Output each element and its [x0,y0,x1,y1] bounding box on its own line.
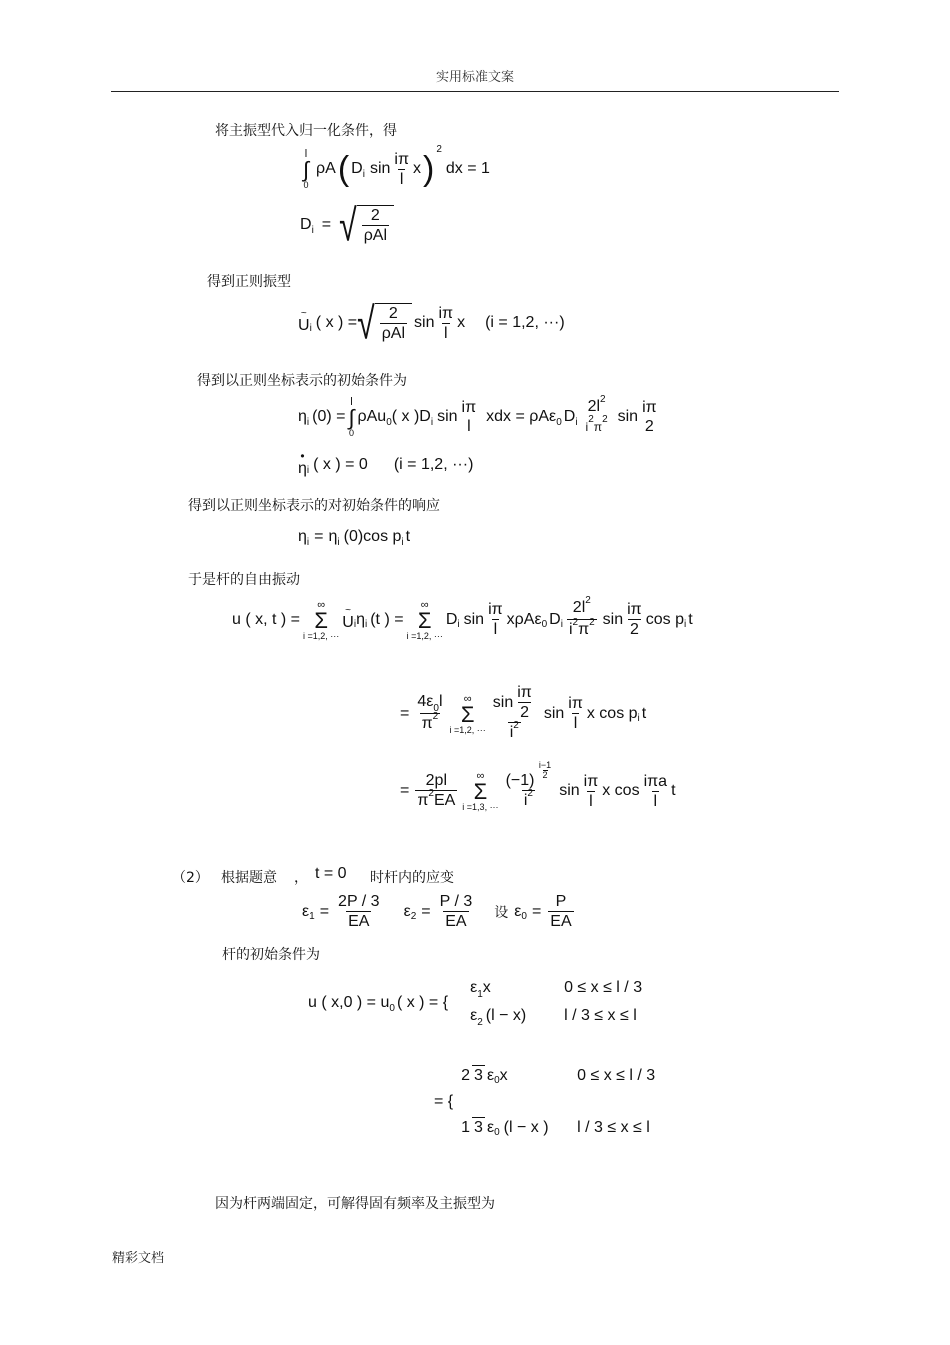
equation-eta0: η i (0) = l ∫ 0 ρAu 0 ( x )D i sin iπ l xdx = ρAε 0 D i $2l^2$ $i^2\pi^2$ sin iπ 2 [298,393,657,438]
text-part2-strain: 时杆内的应变 [370,870,454,886]
equation-initial-displacement: u ( x,0 ) = u 0 ( x ) = { ε1x 0 ≤ x ≤ l / 3 ε2 (l − x) l / 3 ≤ x ≤ l [308,979,643,1028]
text-part2-t0: t = 0 [315,865,347,882]
equation-eta-dot: • η i ( x ) = 0 (i = 1,2, ···) [298,449,474,477]
equation-response: η i = η i (0)cos p i t [298,528,411,548]
equation-free-vibration-final: = $\frac{2pl}{\pi^2EA}$ ∞ Σ i =1,3, ··· (−1) $\frac{i-1}{2}$ $i^2$ sin $\frac{i\pi}{l}$ x cos $\frac{\text{iπa}}{l}$ t [400,759,676,812]
header-rule [111,91,839,92]
text-initial-conditions-normal: 得到以正则坐标表示的初始条件为 [197,373,407,389]
text-free-vibration: 于是杆的自由振动 [188,572,300,588]
integral-sign: l ∫ 0 [303,148,310,190]
text-initial-conditions: 杆的初始条件为 [222,947,320,963]
equation-normal-mode: ~ U i ( x ) = √ $\frac{2}{\text{ρAl}}$ sin $\frac{i\pi}{l}$ x (i = 1,2, ···) [298,297,565,349]
equation-Di: D i = √ $\frac{2}{\text{ρAl}}$ [300,205,394,245]
text-normalization-intro: 将主振型代入归一化条件，得 [215,123,397,139]
text-part2-number: （2） [172,870,209,886]
text-response: 得到以正则坐标表示的对初始条件的响应 [188,498,440,514]
equation-initial-displacement-eps0: = { 2 3 ε 0 x 0 ≤ x ≤ l / 3 1 3 ε 0 (l − x ) l / 3 ≤ x ≤ l [434,1067,656,1138]
page-header: 实用标准文案 [435,70,514,85]
equation-free-vibration: u ( x, t ) = ∞ Σ i =1,2, ··· ~ U i η i (t ) = ∞ Σ i =1,2, ··· D i sin $\frac{i\pi}{l}$ xρAε 0 D i $\frac{2l^2}{i^2\pi^2}$ sin $\frac{i\pi}{2}$ cos p i t [232,595,693,641]
text-normal-mode: 得到正则振型 [207,274,291,290]
text-part2-intro: 根据题意 [221,870,277,886]
text-fixed-ends: 因为杆两端固定，可解得固有频率及主振型为 [215,1196,495,1212]
page-footer: 精彩文档 [112,1251,165,1266]
equation-strains: ε 1 = $\frac{2P / 3}{EA}$ ε 2 = $\frac{P / 3}{EA}$ 设 ε 0 = $\frac{P}{EA}$ [302,893,572,930]
equation-free-vibration-simplified: = $\frac{4\varepsilon_0l}{\pi^2}$ ∞ Σ i =1,2, ··· sin $\frac{i\pi}{2}$ $i^2$ sin $\frac{i\pi}{l}$ x cos p i t [400,683,646,744]
text-part2-comma: ， [294,870,308,886]
equation-normalization: l ∫ 0 ρA ( D i sin $\frac{i\pi}{l}$ x ) 2 dx = 1 [303,143,490,190]
